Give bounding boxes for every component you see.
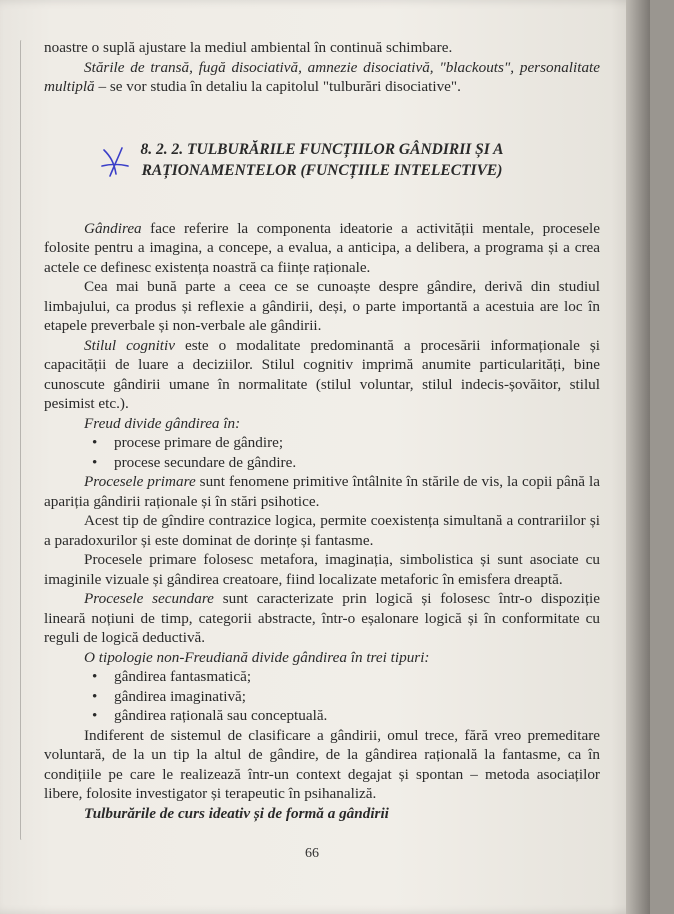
paragraph-stil-cognitiv	[44, 336, 600, 414]
paragraph-indiferent: Indiferent de sistemul de clasificare a gândirii, omul trece, fără vreo premeditare voluntară, de la un tip la altul de gândire, de la gândirea rațională la fantasme, ca în condițiile pe care le realizează într-un context degajat și spontan – metoda asociaților libere, folosite investigator și terapeutic în psihanaliză.	[44, 726, 600, 802]
stil-cognitiv-term: Stilul cognitiv	[84, 336, 175, 354]
page-number: 66	[305, 846, 319, 861]
paragraph-gandirea	[44, 219, 600, 278]
paragraph-states	[44, 58, 600, 97]
procese-primare-text: sunt fenomene primitive întâlnite în stările de vis, la copii până la apariția gândirii raționale și în stări psihotice.	[44, 473, 601, 510]
paragraph-contrazice: Acest tip de gîndire contrazice logica, permite coexistența simultană a contrariilor și a paradoxurilor și este dominat de dorințe și fantasme.	[44, 512, 600, 549]
procese-primare-term: Procesele primare	[84, 473, 196, 490]
text-line-top: noastre o suplă ajustare la mediul ambiental în continuă schimbare.	[44, 39, 453, 56]
typology-list	[44, 667, 600, 726]
states-lead: Stările de transă, fugă disociativă, amnezie disociativă, "blackouts", personalitate multiplă	[44, 58, 600, 95]
section-heading: 8. 2. 2. TULBURĂRILE FUNCȚIILOR GÂNDIRII ȘI A RAȚIONAMENTELOR (FUNCȚIILE INTELECTIVE)	[140, 140, 504, 179]
procese-secundare-term: Procesele secundare	[84, 590, 214, 607]
states-rest: – se vor studia în detaliu la capitolul "tulburări disociative".	[94, 78, 461, 95]
page-edge	[626, 0, 650, 914]
typology-intro: O tipologie non-Freudiană divide gândirea în trei tipuri:	[84, 648, 430, 666]
subheading: Tulburările de curs ideativ și de formă a gândirii	[84, 804, 389, 822]
list-item: • gândirea fantasmatică;	[92, 667, 600, 687]
list-item: • gândirea rațională sau conceptuală.	[92, 706, 600, 726]
paragraph-procese-primare	[44, 472, 600, 511]
paragraph-procese-secundare	[44, 589, 600, 648]
paragraph-limbaj: Cea mai bună parte a ceea ce se cunoaște despre gândire, derivă din studiul limbajului, ca produs și reflexie a gândirii, deși, o parte importantă a acestuia are loc în etapele preverbale și non-verbale ale gândirii.	[44, 278, 600, 334]
stil-cognitiv-text: este o modalitate predominantă a procesării informaționale și capacității de luare a deciziilor. Stilul cognitiv imprimă anumite particularități, bine cunoscute gândirii umane în normalitate (stilul voluntar, stilul indecis-șovăitor, stilul pesimist etc.).	[44, 336, 600, 412]
freud-list	[44, 433, 600, 472]
gandirea-term: Gândirea	[84, 219, 142, 237]
paragraph-metafora: Procesele primare folosesc metafora, imaginația, simbolistica și sunt asociate cu imaginile vizuale și gândirea creatoare, fiind localizate metaforic în emisfera dreaptă.	[44, 551, 600, 588]
list-item: • gândirea imaginativă;	[92, 687, 600, 707]
page-text	[44, 38, 600, 823]
margin-pencil-line	[20, 40, 23, 840]
list-item: • procese primare de gândire;	[92, 433, 600, 453]
gandirea-text: face referire la componenta ideatorie a activității mentale, procesele folosite pentru a imagina, a concepe, a evalua, a anticipa, a delibera, a programa și a crea actele ce definesc existența noastră ca ființe raționale.	[44, 219, 600, 276]
list-item: • procese secundare de gândire.	[92, 453, 600, 473]
freud-intro: Freud divide gândirea în:	[84, 414, 241, 432]
procese-secundare-text: sunt caracterizate prin logică și folosesc într-o dispoziție lineară noțiuni de timp, categorii abstracte, într-o eșalonare logică și în conformitate cu reguli de logică deductivă.	[44, 590, 600, 646]
